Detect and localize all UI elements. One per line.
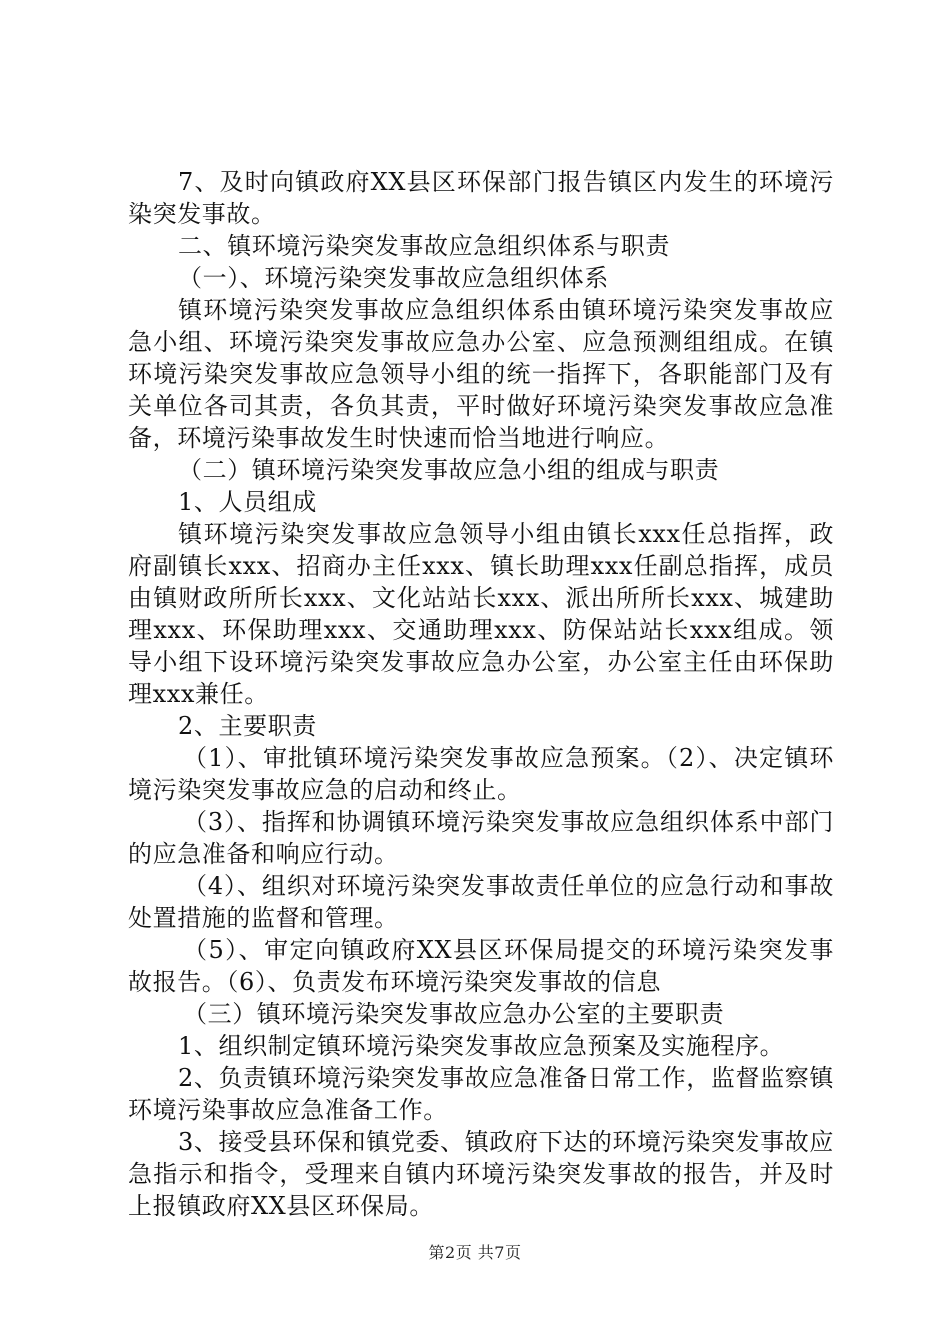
office-duty-1: 1、组织制定镇环境污染突发事故应急预案及实施程序。 bbox=[178, 1032, 785, 1060]
office-duty-2: 2、负责镇环境污染突发事故应急准备日常工作，监督监察镇环境污染事故应急准备工作。 bbox=[128, 1064, 834, 1124]
duty-item-1-2: （1）、审批镇环境污染突发事故应急预案。（2）、决定镇环境污染突发事故应急的启动和终止。 bbox=[128, 744, 834, 804]
subheading-duties: 2、主要职责 bbox=[178, 712, 317, 740]
paragraph-item-7: 7、及时向镇政府XX县区环保部门报告镇区内发生的环境污染突发事故。 bbox=[128, 168, 834, 228]
paragraph-personnel: 镇环境污染突发事故应急领导小组由镇长xxx任总指挥，政府副镇长xxx、招商办主任xxx、镇长助理xxx任副总指挥，成员由镇财政所所长xxx、文化站站长xxx、派出所所长xxx、城建助理xxx、环保助理xxx、交通助理xxx、防保站站长xxx组成。领导小组下设环境污染突发事故应急办公室，办公室主任由环保助理xxx兼任。 bbox=[128, 520, 834, 708]
duty-item-4: （4）、组织对环境污染突发事故责任单位的应急行动和事故处置措施的监督和管理。 bbox=[128, 872, 834, 932]
duty-item-5-6: （5）、审定向镇政府XX县区环保局提交的环境污染突发事故报告。（6）、负责发布环境污染突发事故的信息 bbox=[128, 936, 834, 996]
subsection-heading-3: （三）镇环境污染突发事故应急办公室的主要职责 bbox=[183, 1000, 725, 1028]
document-body bbox=[128, 166, 834, 1222]
subsection-heading-2: （二）镇环境污染突发事故应急小组的组成与职责 bbox=[178, 456, 720, 484]
page-number: 第2页 共7页 bbox=[428, 1243, 522, 1262]
office-duty-3: 3、接受县环保和镇党委、镇政府下达的环境污染突发事故应急指示和指令，受理来自镇内环境污染突发事故的报告，并及时上报镇政府XX县区环保局。 bbox=[128, 1128, 834, 1220]
section-heading-2: 二、镇环境污染突发事故应急组织体系与职责 bbox=[178, 232, 670, 260]
paragraph-organization: 镇环境污染突发事故应急组织体系由镇环境污染突发事故应急小组、环境污染突发事故应急办公室、应急预测组组成。在镇环境污染突发事故应急领导小组的统一指挥下，各职能部门及有关单位各司其责，各负其责，平时做好环境污染突发事故应急准备，环境污染事故发生时快速而恰当地进行响应。 bbox=[128, 296, 834, 452]
duty-item-3: （3）、指挥和协调镇环境污染突发事故应急组织体系中部门的应急准备和响应行动。 bbox=[128, 808, 834, 868]
subsection-heading-1: （一）、环境污染突发事故应急组织体系 bbox=[178, 264, 609, 292]
subheading-personnel: 1、人员组成 bbox=[178, 488, 317, 516]
